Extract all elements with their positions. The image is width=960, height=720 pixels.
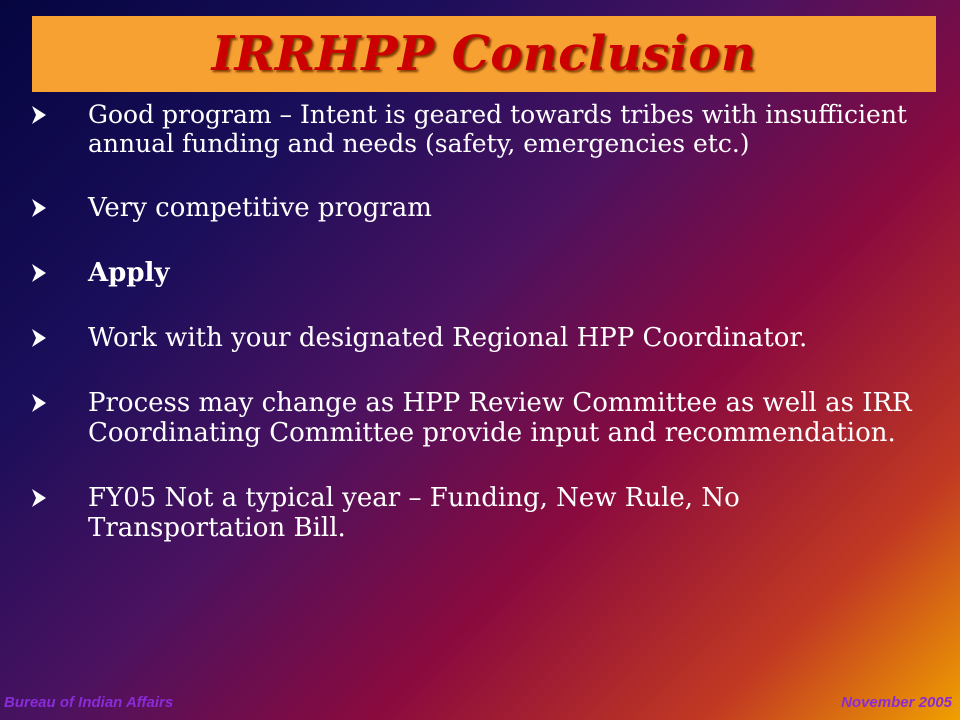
bullet-item — [32, 258, 922, 288]
bullet-item — [32, 323, 922, 353]
bullet-text: Good program – Intent is geared towards tribes with insufficient annual funding and needs (safety, emergencies etc.) — [88, 100, 907, 158]
footer-date: November 2005 — [841, 694, 952, 711]
arrowhead-bullet-icon — [32, 199, 46, 217]
arrowhead-bullet-icon — [32, 394, 46, 412]
bullet-item — [32, 388, 922, 448]
arrowhead-bullet-icon — [32, 489, 46, 507]
title-bar — [32, 16, 936, 92]
bullet-item — [32, 100, 922, 158]
bullet-text: Work with your designated Regional HPP Coordinator. — [88, 323, 808, 353]
bullet-text: Process may change as HPP Review Committee as well as IRR Coordinating Committee provide input and recommendation. — [88, 388, 912, 448]
arrowhead-bullet-icon — [32, 106, 46, 124]
bullet-item — [32, 193, 922, 223]
arrowhead-bullet-icon — [32, 329, 46, 347]
bullet-item — [32, 483, 922, 543]
bullet-text: FY05 Not a typical year – Funding, New Rule, No Transportation Bill. — [88, 483, 740, 543]
bullet-text: Very competitive program — [88, 193, 432, 223]
bullet-list — [32, 100, 922, 578]
slide-title: IRRHPP Conclusion — [211, 26, 757, 82]
bullet-text: Apply — [88, 258, 170, 288]
footer-organization: Bureau of Indian Affairs — [4, 694, 174, 711]
arrowhead-bullet-icon — [32, 264, 46, 282]
